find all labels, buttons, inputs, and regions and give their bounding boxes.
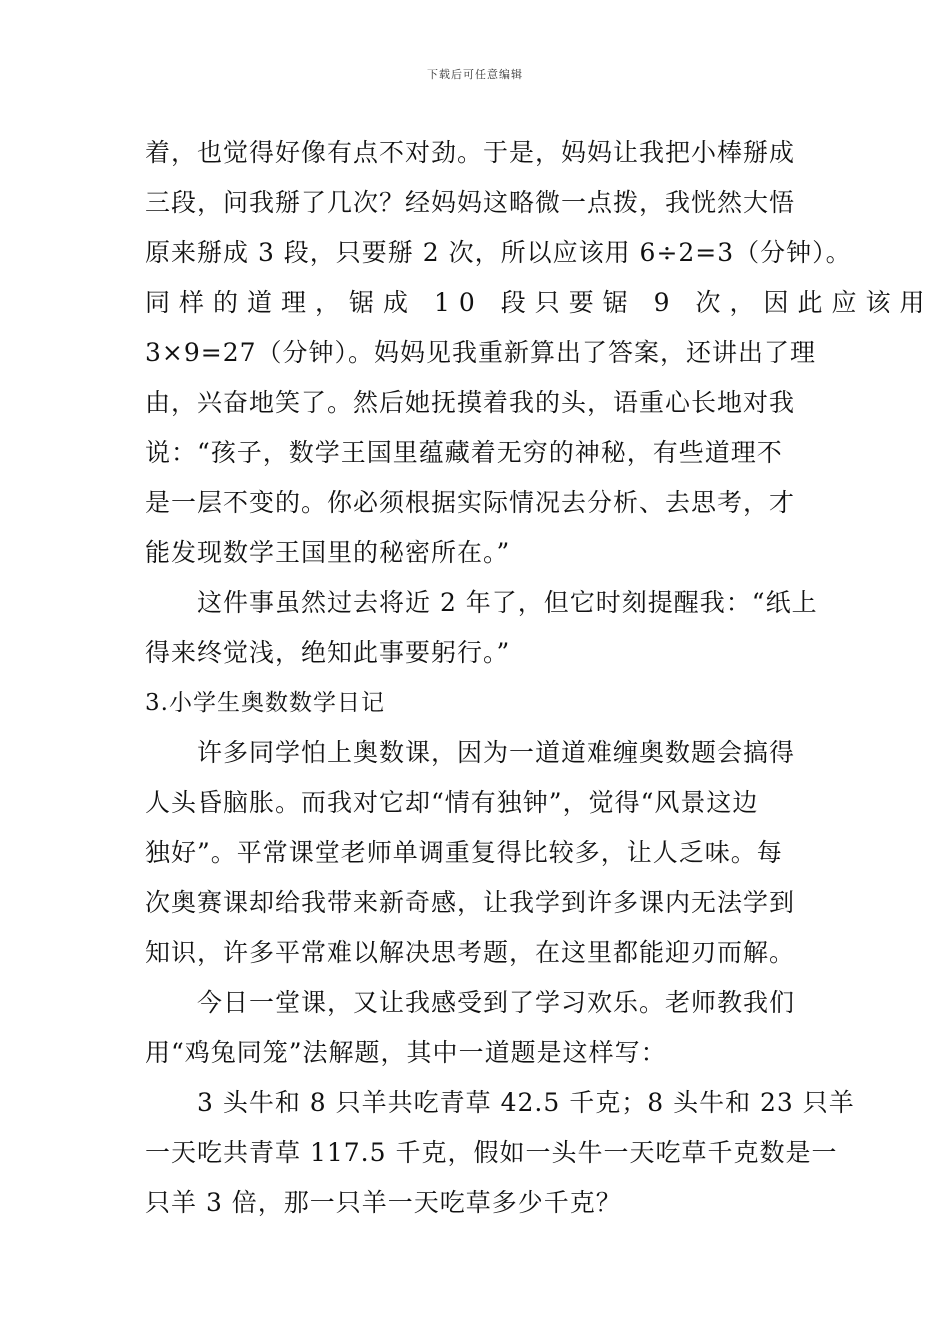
paragraph-line: 由，兴奋地笑了。然后她抚摸着我的头，语重心长地对我 — [145, 388, 796, 417]
paragraph-line: 同样的道理，锯成 10 段只要锯 9 次，因此应该用 — [145, 288, 934, 317]
paragraph-line: 用“鸡兔同笼”法解题，其中一道题是这样写： — [145, 1038, 667, 1067]
paragraph-line: 3 头牛和 8 只羊共吃青草 42.5 千克；8 头牛和 23 只羊 — [197, 1088, 855, 1117]
paragraph-line: 这件事虽然过去将近 2 年了，但它时刻提醒我：“纸上 — [197, 588, 818, 617]
section-heading: 3.小学生奥数数学日记 — [145, 690, 385, 716]
paragraph-line: 次奥赛课却给我带来新奇感，让我学到许多课内无法学到 — [145, 888, 796, 917]
paragraph-line: 3×9=27（分钟）。妈妈见我重新算出了答案，还讲出了理 — [145, 338, 817, 367]
header-note: 下载后可任意编辑 — [427, 68, 523, 81]
paragraph-line: 三段，问我掰了几次？经妈妈这略微一点拨，我恍然大悟 — [145, 188, 796, 217]
paragraph-line: 独好”。平常课堂老师单调重复得比较多，让人乏味。每 — [145, 838, 783, 867]
body-text — [145, 128, 934, 1228]
paragraph-line: 只羊 3 倍，那一只羊一天吃草多少千克？ — [145, 1188, 622, 1217]
paragraph-line: 许多同学怕上奥数课，因为一道道难缠奥数题会搞得 — [197, 738, 796, 767]
paragraph-line: 能发现数学王国里的秘密所在。” — [145, 538, 511, 567]
paragraph-line: 着，也觉得好像有点不对劲。于是，妈妈让我把小棒掰成 — [145, 138, 796, 167]
paragraph-line: 得来终觉浅，绝知此事要躬行。” — [145, 638, 511, 667]
paragraph-line: 人头昏脑胀。而我对它却“情有独钟”，觉得“风景这边 — [145, 788, 759, 817]
paragraph-line: 知识，许多平常难以解决思考题，在这里都能迎刃而解。 — [145, 938, 796, 967]
paragraph-line: 一天吃共青草 117.5 千克，假如一头牛一天吃草千克数是一 — [145, 1138, 838, 1167]
paragraph-line: 说：“孩子，数学王国里蕴藏着无穷的神秘，有些道理不 — [145, 438, 783, 467]
paragraph-line: 原来掰成 3 段，只要掰 2 次，所以应该用 6÷2=3（分钟）。 — [145, 238, 852, 267]
paragraph-line: 今日一堂课，又让我感受到了学习欢乐。老师教我们 — [197, 988, 796, 1017]
paragraph-line: 是一层不变的。你必须根据实际情况去分析、去思考，才 — [145, 488, 796, 517]
